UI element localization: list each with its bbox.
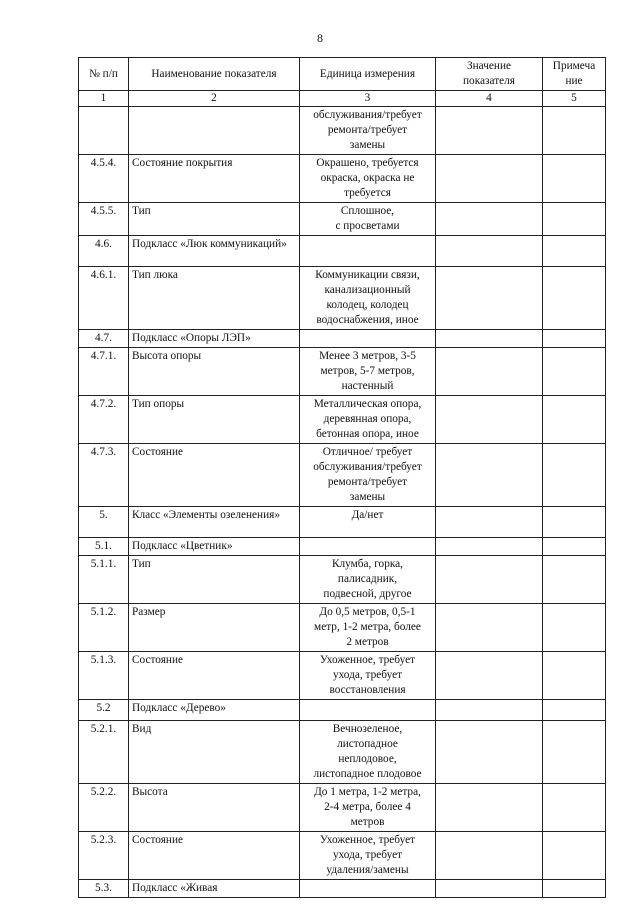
indicator-name: Тип люка [129,267,300,330]
unit-of-measure [300,721,436,784]
unit-line: Коммуникации связи, [315,269,420,281]
header-note-line1: Примеча [552,60,596,72]
table-row [79,604,606,652]
unit-line: подвесной, другое [323,588,412,600]
table-row [79,107,606,155]
indicator-value-cell [436,652,543,700]
row-number: 4.5.4. [79,155,129,203]
row-number: 4.7. [79,330,129,348]
table-row [79,236,606,267]
indicator-value-cell [436,444,543,507]
table-row [79,652,606,700]
note-cell [543,236,606,267]
indicator-name: Тип [129,203,300,236]
table-row [79,330,606,348]
row-number: 5.3. [79,880,129,898]
indicator-value-cell [436,784,543,832]
row-number: 5.2.1. [79,721,129,784]
row-number: 4.7.1. [79,348,129,396]
unit-line: До 1 метра, 1-2 метра, [314,786,421,798]
table-row [79,348,606,396]
unit-line: листопадное [337,738,398,750]
indicator-name: Подкласс «Люк коммуникаций» [129,236,300,267]
unit-of-measure [300,348,436,396]
unit-line: настенный [341,380,394,392]
page-number: 8 [317,31,323,45]
indicator-value-cell [436,538,543,556]
unit-line: палисадник, [337,573,398,585]
header-number: № п/п [79,58,129,91]
unit-of-measure [300,155,436,203]
indicator-name: Вид [129,721,300,784]
unit-line: метров [350,816,385,828]
unit-line: Ухоженное, требует [319,654,416,666]
unit-line: замены [349,139,386,151]
indicator-name: Подкласс «Опоры ЛЭП» [129,330,300,348]
indicator-value-cell [436,267,543,330]
table-body [79,107,606,898]
note-cell [543,348,606,396]
header-note-line2: ние [565,75,583,87]
unit-line: ухода, требует [332,849,403,861]
note-cell [543,784,606,832]
unit-line: требуется [344,187,391,199]
row-number [79,107,129,155]
indicator-name: Высота опоры [129,348,300,396]
unit-line: Ухоженное, требует [319,834,416,846]
row-number: 4.7.3. [79,444,129,507]
unit-line: Сплошное, [340,205,395,217]
unit-of-measure [300,396,436,444]
row-number: 4.6. [79,236,129,267]
indicator-value-cell [436,700,543,721]
note-cell [543,652,606,700]
header-value-line1: Значение [466,60,512,72]
row-number: 4.6.1. [79,267,129,330]
table-row [79,396,606,444]
indicator-name: Состояние покрытия [129,155,300,203]
note-cell [543,203,606,236]
indicator-value-cell [436,880,543,898]
unit-of-measure [300,652,436,700]
unit-line: ремонта/требует [327,476,408,488]
unit-line: неплодовое, [338,753,397,765]
indicator-value-cell [436,107,543,155]
row-number: 4.7.2. [79,396,129,444]
indicator-value-cell [436,203,543,236]
indicator-name: Тип опоры [129,396,300,444]
header-value-line2: показателя [463,75,515,87]
note-cell [543,507,606,538]
table-row [79,784,606,832]
header-unit: Единица измерения [300,58,436,91]
unit-line: с просветами [335,220,400,232]
unit-line: Отличное/ требует [322,446,413,458]
unit-line: ухода, требует [332,669,403,681]
column-number: 4 [436,91,543,107]
column-number: 5 [543,91,606,107]
table-row [79,832,606,880]
indicator-value-cell [436,236,543,267]
row-number: 5.1.1. [79,556,129,604]
unit-line: обслуживания/требует [313,109,422,121]
table-row [79,880,606,898]
note-cell [543,330,606,348]
indicator-name: Высота [129,784,300,832]
row-number: 5.1. [79,538,129,556]
indicator-value-cell [436,330,543,348]
unit-line: 2 метров [346,636,389,648]
indicator-name: Состояние [129,444,300,507]
table-row [79,538,606,556]
indicator-name: Тип [129,556,300,604]
unit-of-measure [300,507,436,538]
note-cell [543,538,606,556]
table-row [79,444,606,507]
indicator-value-cell [436,507,543,538]
note-cell [543,155,606,203]
unit-line: Окрашено, требуется [316,157,419,169]
indicator-value-cell [436,348,543,396]
row-number: 5.1.2. [79,604,129,652]
note-cell [543,396,606,444]
unit-line: восстановления [329,684,406,696]
row-number: 5.1.3. [79,652,129,700]
row-number: 5.2.2. [79,784,129,832]
indicator-name: Размер [129,604,300,652]
unit-line: Вечнозеленое, [332,723,403,735]
unit-line: метров, 5-7 метров, [320,365,415,377]
unit-line: водоснабжения, иное [316,314,419,326]
row-number: 5.2 [79,700,129,721]
unit-line: удаления/замены [326,864,409,876]
indicator-name: Подкласс «Цветник» [129,538,300,556]
note-cell [543,721,606,784]
indicator-name: Состояние [129,832,300,880]
unit-line: окраска, окраска не [320,172,415,184]
unit-of-measure [300,700,436,721]
note-cell [543,107,606,155]
note-cell [543,700,606,721]
unit-of-measure [300,236,436,267]
indicators-table [78,57,606,898]
column-number: 3 [300,91,436,107]
header-note [543,58,606,91]
unit-of-measure [300,203,436,236]
unit-line: Металлическая опора, [313,398,422,410]
table-row [79,155,606,203]
indicator-value-cell [436,396,543,444]
row-number: 5. [79,507,129,538]
header-row [79,58,606,91]
unit-line: ремонта/требует [327,124,408,136]
table-row [79,556,606,604]
row-number: 4.5.5. [79,203,129,236]
unit-of-measure [300,556,436,604]
indicator-name: Подкласс «Дерево» [129,700,300,721]
unit-of-measure [300,538,436,556]
unit-of-measure [300,107,436,155]
row-number: 5.2.3. [79,832,129,880]
header-indicator-name: Наименование показателя [129,58,300,91]
indicator-name: Состояние [129,652,300,700]
indicator-name [129,107,300,155]
unit-line: канализационный [324,284,411,296]
note-cell [543,880,606,898]
unit-line: Менее 3 метров, 3-5 [319,350,416,362]
unit-of-measure [300,880,436,898]
column-number: 1 [79,91,129,107]
unit-of-measure [300,444,436,507]
unit-line: метр, 1-2 метра, более [314,621,421,633]
note-cell [543,267,606,330]
table-row [79,700,606,721]
indicator-value-cell [436,721,543,784]
indicator-name: Подкласс «Живая [129,880,300,898]
table-row [79,721,606,784]
unit-line: колодец, колодец [326,299,409,311]
indicator-value-cell [436,832,543,880]
note-cell [543,604,606,652]
unit-of-measure [300,604,436,652]
unit-of-measure [300,832,436,880]
unit-line: бетонная опора, иное [316,428,419,440]
unit-of-measure [300,784,436,832]
unit-line: Да/нет [351,509,384,521]
table-row [79,203,606,236]
unit-line: До 0,5 метров, 0,5-1 [319,606,416,618]
table-row [79,267,606,330]
table-row [79,507,606,538]
column-numbers-row [79,91,606,107]
indicator-name: Класс «Элементы озеленения» [129,507,300,538]
unit-of-measure [300,330,436,348]
unit-line: Клумба, горка, [331,558,404,570]
unit-line: листопадное плодовое [313,768,422,780]
column-number: 2 [129,91,300,107]
unit-line: 2-4 метра, более 4 [324,801,411,813]
unit-line: замены [349,491,386,503]
note-cell [543,444,606,507]
unit-line: деревянная опора, [323,413,412,425]
unit-line: обслуживания/требует [313,461,422,473]
unit-of-measure [300,267,436,330]
note-cell [543,832,606,880]
indicator-value-cell [436,155,543,203]
header-value [436,58,543,91]
indicator-value-cell [436,604,543,652]
indicator-value-cell [436,556,543,604]
note-cell [543,556,606,604]
